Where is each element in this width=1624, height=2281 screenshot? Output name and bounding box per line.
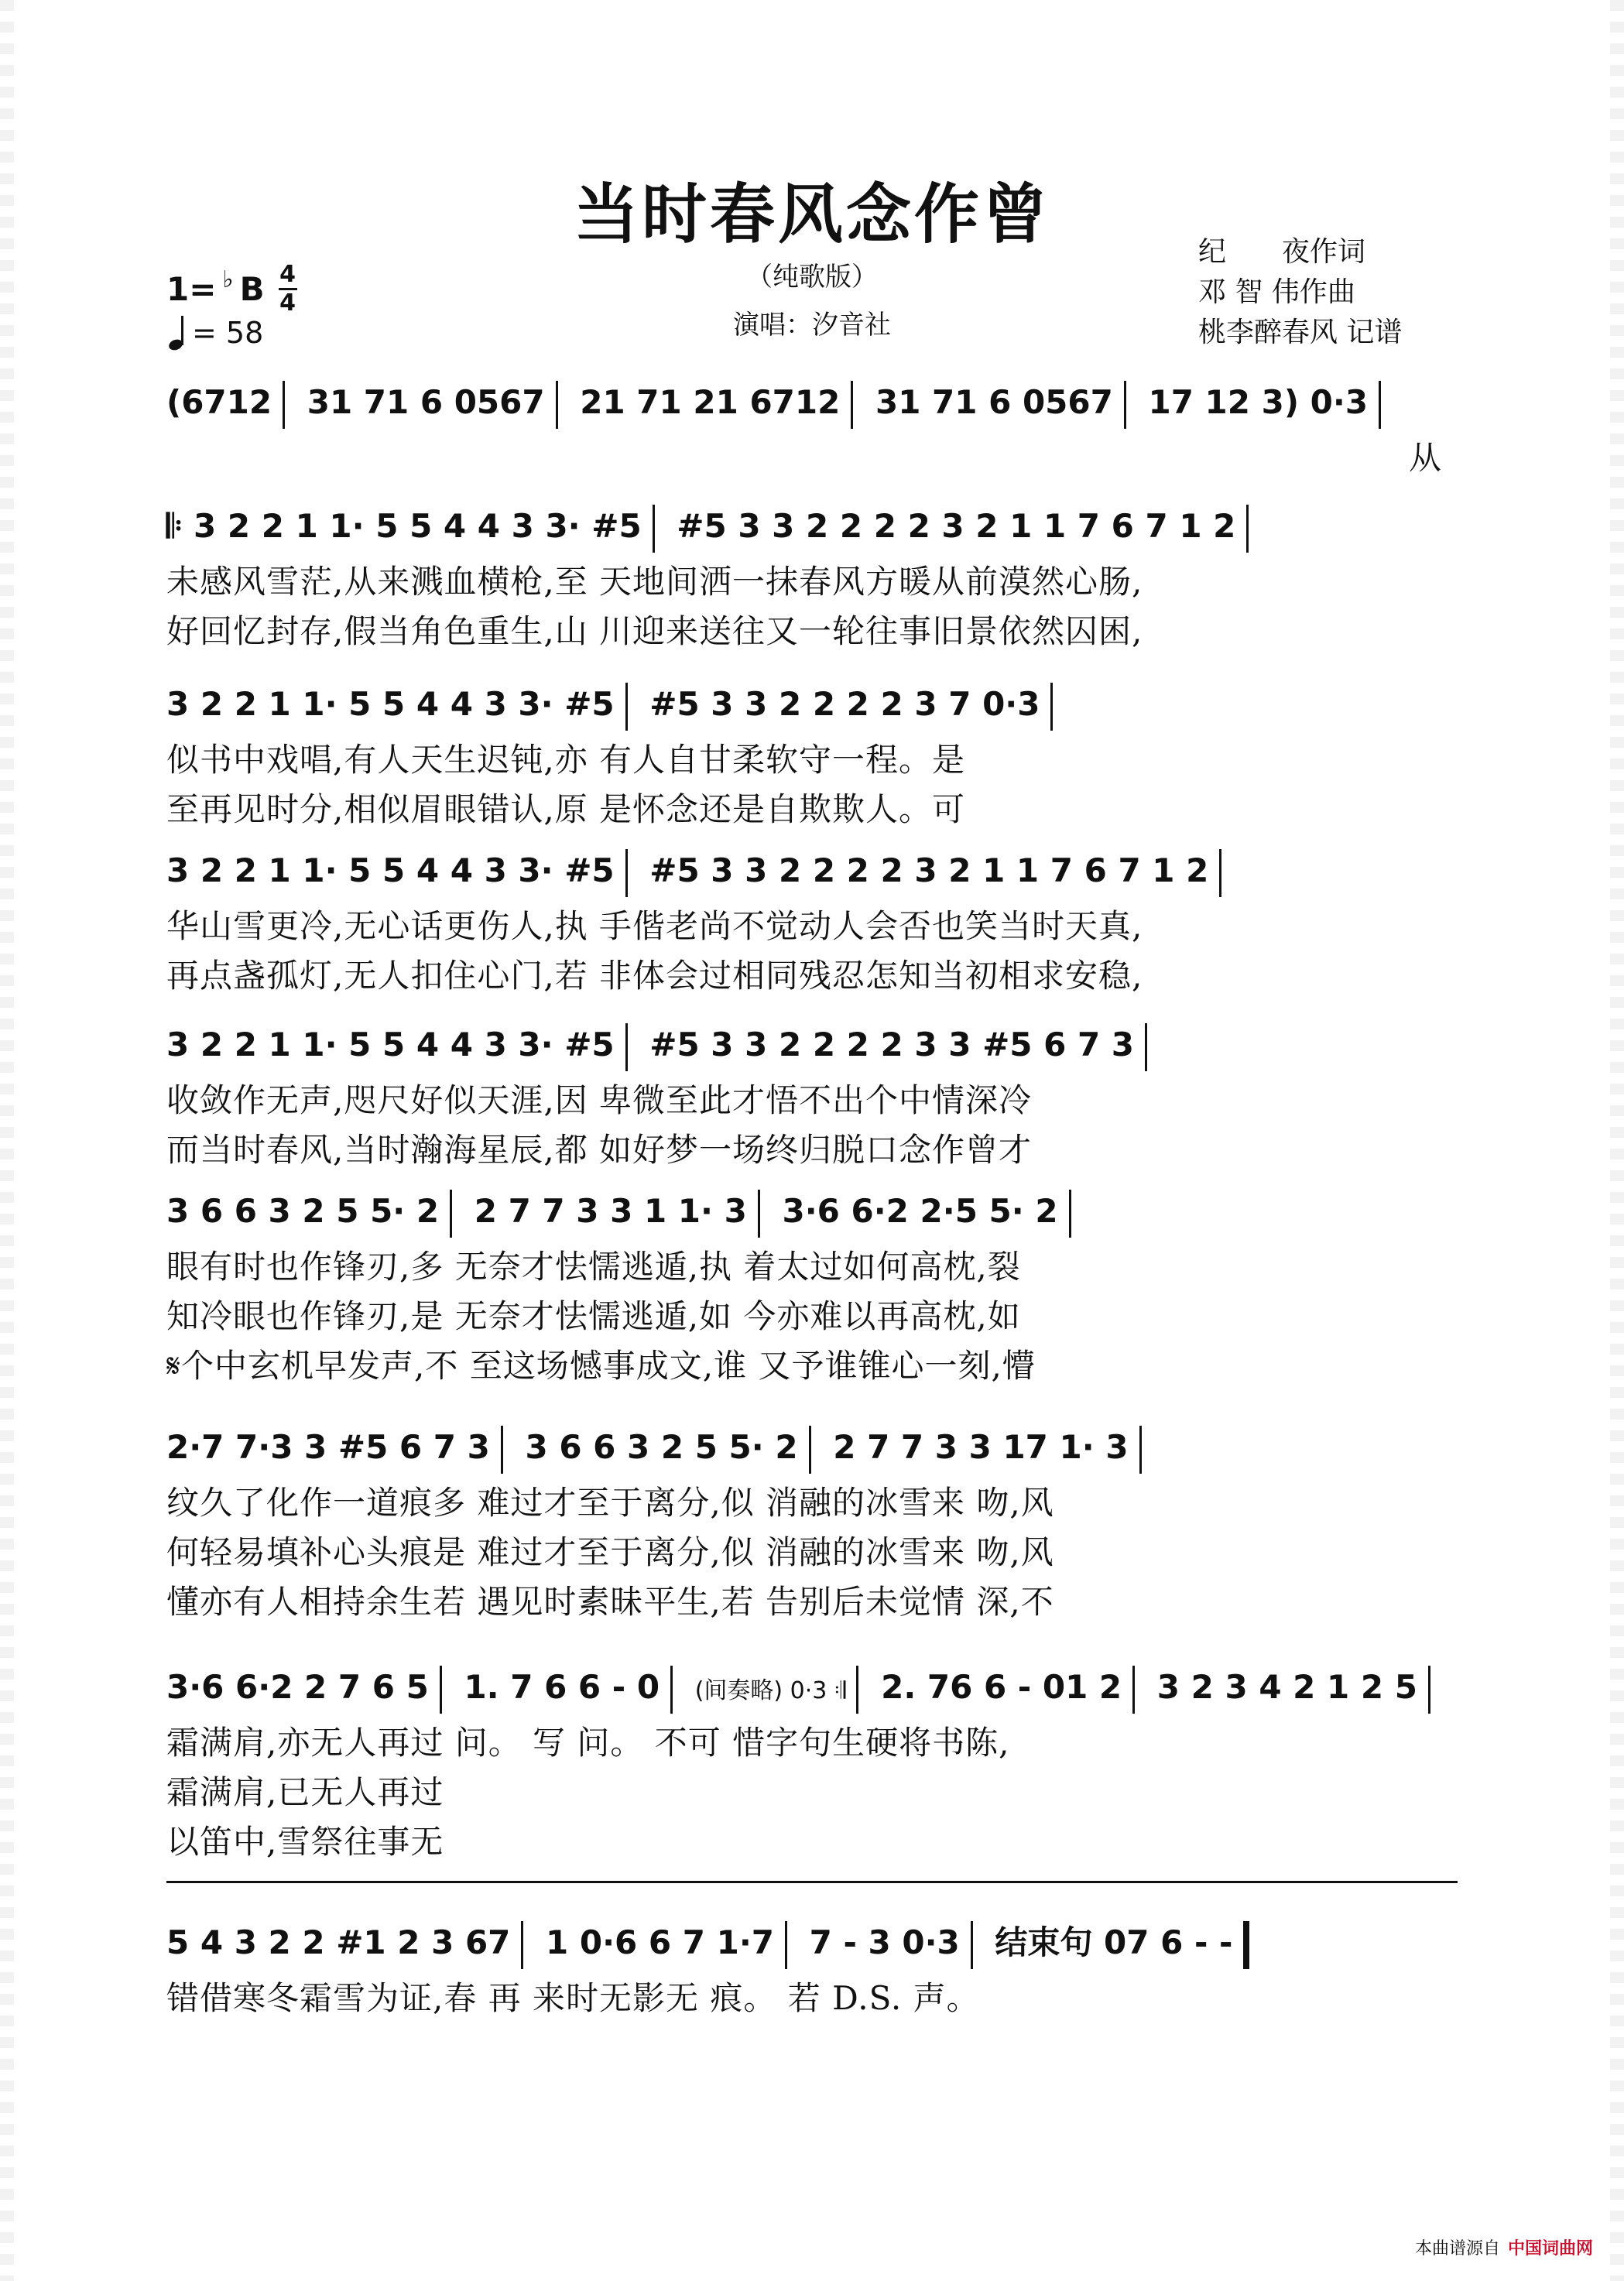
time-top: 4 [279,261,296,288]
song-title: 当时春风念作曾 [573,176,1050,252]
lyric-verse-1: 纹久了化作一道痕多 难过才至于离分,似 消融的冰雪来 吻,风 [166,1484,1054,1522]
notation-line: 3·6 6·2 2 7 6 5 1. 7 6 6 - 0 (间奏略) 0·3 𝄇 2. 76 6 - 01 2 3 2 3 4 2 1 2 5 [166,1656,1458,1718]
score-system-6 [166,1416,1458,1627]
right-edge-watermark [1610,0,1624,2281]
notation-line: 𝄆 3 2 2 1 1· 5 5 4 4 3 3· #5 #5 3 3 2 2 2 2 3 2 1 1 7 6 7 1 2 [166,495,1458,557]
notation-line: (6712 31 71 6 0567 21 71 21 6712 31 71 6 0567 17 12 3) 0·3 [166,372,1458,433]
lyric-verse-2: 好回忆封存,假当角色重生,山 川迎来送往又一轮往事旧景依然囚困, [166,612,1143,650]
lyric-verse-1: 似书中戏唱,有人天生迟钝,亦 有人自甘柔软守一程。是 [166,741,966,779]
notation-line: 5 4 3 2 2 #1 2 3 67 1 0·6 6 7 1·7 7 - 3 0·3 结束句 07 6 - - [166,1912,1458,1974]
lyric-verse-2: 而当时春风,当时瀚海星辰,都 如好梦一场终归脱口念作曾才 [166,1131,1033,1169]
lyric-verse-2: 何轻易填补心头痕是 难过才至于离分,似 消融的冰雪来 吻,风 [166,1533,1054,1571]
notation-line: 3 2 2 1 1· 5 5 4 4 3 3· #5 #5 3 3 2 2 2 2 3 2 1 1 7 6 7 1 2 [166,840,1458,902]
left-edge-watermark [0,0,14,2281]
credit-transcriber: 桃李醉春风 记谱 [1198,317,1403,348]
key-prefix: 1= [166,270,217,308]
flat-sign: ♭ [222,266,234,293]
lyric-verse-1: 未感风雪茫,从来溅血横枪,至 天地间洒一抹春风方暖从前漠然心肠, [166,563,1143,601]
lyric-verse-3: 懂亦有人相持余生若 遇见时素昧平生,若 告别后未觉情 深,不 [166,1583,1054,1621]
notation-line: 3 6 6 3 2 5 5· 2 2 7 7 3 3 1 1· 3 3·6 6·2 2·5 5· 2 [166,1180,1458,1242]
score-system-intro [166,372,1458,483]
lyric-verse-1: 霜满肩,亦无人再过 问。 写 问。 不可 惜字句生硬将书陈, [166,1724,1010,1762]
source-footer [1415,2235,1593,2259]
score-system-1 [166,495,1458,656]
notation-line: 3 2 2 1 1· 5 5 4 4 3 3· #5 #5 3 3 2 2 2 2 3 3 #5 6 7 3 [166,1014,1458,1076]
quarter-note-icon [169,316,186,350]
lyric-verse-2: 知冷眼也作锋刃,是 无奈才怯懦逃遁,如 今亦难以再高枕,如 [166,1297,1021,1335]
lyric-verse-3: 𝄋个中玄机早发声,不 至这场憾事成文,谁 又予谁锥心一刻,懵 [166,1347,1036,1385]
tempo-value: = 58 [192,316,264,350]
lyric-line: 错借寒冬霜雪为证,春 再 来时无影无 痕。 若 D.S. 声。 [166,1979,980,2017]
lyric-verse-3: 以笛中,雪祭往事无 [166,1823,444,1861]
score-system-8 [166,1912,1458,2023]
key-note: B [239,270,265,308]
time-signature [279,263,297,315]
time-bottom: 4 [279,289,296,317]
score-system-3 [166,840,1458,1001]
singer-line: 演唱：汐音社 [733,310,891,341]
song-subtitle: （纯歌版） [746,262,878,293]
lyric-verse-1: 眼有时也作锋刃,多 无奈才怯懦逃遁,执 着太过如何高枕,裂 [166,1248,1021,1286]
lyric-verse-2: 霜满肩,已无人再过 [166,1773,444,1811]
lyric-verse-2: 至再见时分,相似眉眼错认,原 是怀念还是自欺欺人。可 [166,790,966,828]
lyric-verse-1: 收敛作无声,咫尺好似天涯,因 卑微至此才悟不出个中情深冷 [166,1081,1033,1119]
lyric-line: 从 [1408,439,1442,477]
source-brand-logo: 中国词曲网 [1507,2239,1593,2259]
score-system-5 [166,1180,1458,1391]
lyric-verse-1: 华山雪更冷,无心话更伤人,执 手偕老尚不觉动人会否也笑当时天真, [166,907,1143,945]
credit-composer: 邓 智 伟 作曲 [1198,276,1355,308]
key-signature [166,263,297,315]
notation-line: 3 2 2 1 1· 5 5 4 4 3 3· #5 #5 3 3 2 2 2 2 3 7 0·3 [166,673,1458,735]
credits-block [1198,232,1402,353]
notation-line: 2·7 7·3 3 #5 6 7 3 3 6 6 3 2 5 5· 2 2 7 7 3 3 17 1· 3 [166,1416,1458,1478]
tempo-marking [169,316,263,350]
score-system-2 [166,673,1458,834]
section-divider [166,1881,1458,1883]
credit-lyricist: 纪 夜 作词 [1198,236,1366,268]
score-system-7 [166,1656,1458,1867]
score-system-4 [166,1014,1458,1175]
lyric-verse-2: 再点盏孤灯,无人扣住心门,若 非体会过相同残忍怎知当初相求安稳, [166,957,1143,995]
source-text: 本曲谱源自 [1414,2239,1500,2259]
